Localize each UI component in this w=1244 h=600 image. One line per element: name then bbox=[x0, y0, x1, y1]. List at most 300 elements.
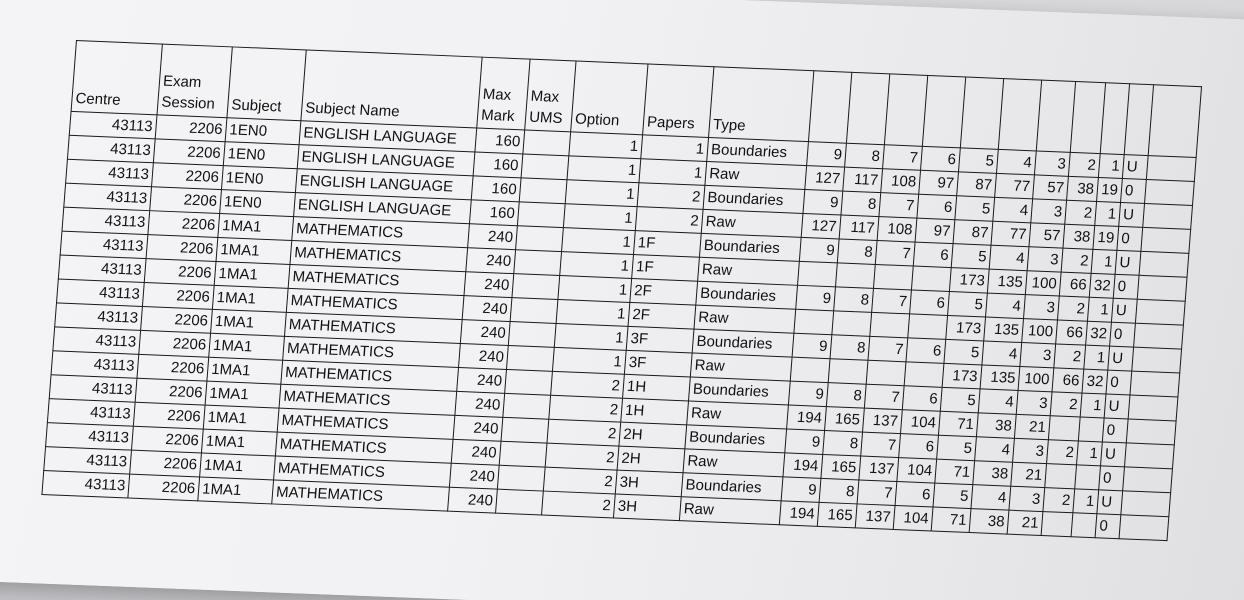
type-cell: Boundaries bbox=[703, 185, 805, 213]
subject-code-cell: 1MA1 bbox=[212, 285, 288, 312]
centre-cell: 43113 bbox=[51, 351, 139, 378]
max-mark-cell: 240 bbox=[462, 296, 512, 322]
grade-cell: 127 bbox=[805, 166, 845, 192]
grade-cell: 4 bbox=[975, 437, 1015, 463]
max-ums-cell bbox=[523, 130, 571, 156]
grade-cell: 71 bbox=[935, 459, 975, 485]
type-cell: Boundaries bbox=[685, 425, 787, 453]
subject-name-cell: MATHEMATICS bbox=[283, 336, 461, 367]
type-cell: Raw bbox=[683, 449, 785, 477]
grade-cell: 6 bbox=[910, 290, 950, 316]
paper-code-cell: 2H bbox=[619, 422, 687, 449]
grade-cell: 4 bbox=[996, 149, 1036, 175]
header-type: Type bbox=[709, 67, 814, 142]
option-cell: 1 bbox=[556, 299, 630, 326]
grade-cell: 100 bbox=[1018, 366, 1054, 391]
grade-cell: 71 bbox=[931, 507, 971, 533]
type-cell: Raw bbox=[690, 353, 792, 381]
centre-cell: 43113 bbox=[44, 447, 132, 474]
grade-cell: 7 bbox=[879, 193, 919, 219]
type-cell: Raw bbox=[698, 257, 800, 285]
grade-cell: 135 bbox=[980, 365, 1020, 391]
grade-cell: 5 bbox=[951, 244, 991, 270]
max-mark-cell: 240 bbox=[459, 344, 509, 370]
option-cell: 2 bbox=[547, 419, 621, 446]
grade-cell: 71 bbox=[938, 411, 978, 437]
grade-cell: 135 bbox=[984, 317, 1024, 343]
option-cell: 2 bbox=[549, 395, 623, 422]
centre-cell: 43113 bbox=[49, 375, 137, 402]
grade-cell bbox=[1078, 417, 1104, 442]
paper-code-cell: 1F bbox=[633, 231, 701, 258]
grade-cell: 38 bbox=[969, 509, 1009, 535]
grade-cell: 104 bbox=[900, 410, 940, 436]
grade-cell: 135 bbox=[987, 269, 1027, 295]
blank-cell bbox=[1145, 180, 1195, 206]
subject-name-cell: MATHEMATICS bbox=[275, 432, 453, 463]
grade-cell: 3 bbox=[1020, 343, 1056, 368]
exam-session-cell: 2206 bbox=[148, 211, 220, 238]
subject-code-cell: 1MA1 bbox=[211, 309, 287, 336]
subject-name-cell: ENGLISH LANGUAGE bbox=[294, 193, 472, 224]
max-mark-cell: 240 bbox=[449, 463, 499, 489]
grade-cell: 9 bbox=[785, 429, 825, 455]
grade-cell bbox=[908, 314, 948, 340]
grade-cell: 3 bbox=[1024, 295, 1060, 320]
grade-cell: 38 bbox=[976, 413, 1016, 439]
paper-code-cell: 1H bbox=[623, 374, 691, 401]
centre-cell: 43113 bbox=[67, 135, 155, 162]
exam-session-cell: 2206 bbox=[153, 139, 225, 166]
subject-name-cell: ENGLISH LANGUAGE bbox=[295, 169, 473, 200]
grade-cell: 0 bbox=[1095, 514, 1121, 539]
subject-name-cell: MATHEMATICS bbox=[277, 408, 455, 439]
blank-cell bbox=[1146, 156, 1196, 182]
grade-cell: 137 bbox=[855, 504, 895, 530]
grade-cell: 7 bbox=[875, 241, 915, 267]
subject-code-cell: 1EN0 bbox=[223, 142, 299, 169]
subject-name-cell: MATHEMATICS bbox=[281, 360, 459, 391]
max-mark-cell: 240 bbox=[468, 224, 518, 250]
blank-cell bbox=[1137, 275, 1187, 301]
subject-name-cell: ENGLISH LANGUAGE bbox=[297, 145, 475, 176]
header-max-mark: Max Mark bbox=[477, 57, 530, 130]
grade-cell: 6 bbox=[899, 434, 939, 460]
subject-code-cell: 1MA1 bbox=[209, 333, 285, 360]
grade-cell: 165 bbox=[817, 502, 857, 528]
max-mark-cell: 240 bbox=[453, 415, 503, 441]
grade-cell: U bbox=[1108, 346, 1134, 371]
blank-cell bbox=[1141, 227, 1191, 253]
grade-cell: 6 bbox=[906, 338, 946, 364]
subject-code-cell: 1MA1 bbox=[214, 261, 290, 288]
subject-name-cell: MATHEMATICS bbox=[292, 217, 470, 248]
max-ums-cell bbox=[514, 250, 562, 276]
grade-cell bbox=[1075, 465, 1101, 490]
paper-code-cell: 2H bbox=[617, 446, 685, 473]
header-grade-col bbox=[922, 75, 965, 147]
grade-cell: 77 bbox=[991, 221, 1031, 247]
blank-cell bbox=[1143, 203, 1193, 229]
option-cell: 1 bbox=[567, 156, 641, 183]
grade-cell: 5 bbox=[940, 387, 980, 413]
paper-code-cell: 2F bbox=[628, 302, 696, 329]
grade-cell bbox=[1045, 464, 1077, 489]
grade-cell: 38 bbox=[1063, 224, 1095, 249]
grade-cell: 137 bbox=[863, 408, 903, 434]
grade-cell: 6 bbox=[921, 146, 961, 172]
type-cell: Raw bbox=[694, 305, 796, 333]
exam-session-cell: 2206 bbox=[146, 235, 218, 262]
grade-cell bbox=[790, 357, 830, 383]
grade-cell: 7 bbox=[864, 384, 904, 410]
grade-cell: 2 bbox=[1065, 200, 1097, 225]
centre-cell: 43113 bbox=[55, 303, 143, 330]
blank-cell bbox=[1128, 395, 1178, 421]
grade-cell bbox=[904, 362, 944, 388]
option-cell: 2 bbox=[543, 467, 617, 494]
grade-cell: 5 bbox=[944, 339, 984, 365]
grade-cell: 3 bbox=[1027, 247, 1063, 272]
grade-cell: 1 bbox=[1073, 489, 1099, 514]
grade-cell: 9 bbox=[792, 333, 832, 359]
grade-cell: 8 bbox=[830, 335, 870, 361]
type-cell: Boundaries bbox=[692, 329, 794, 357]
grade-cell: 1 bbox=[1087, 297, 1113, 322]
max-ums-cell bbox=[505, 369, 553, 395]
centre-cell: 43113 bbox=[47, 399, 135, 426]
grade-cell: 2 bbox=[1068, 152, 1100, 177]
header-papers: Papers bbox=[643, 64, 714, 138]
header-grade-col bbox=[960, 77, 1003, 149]
grade-cell bbox=[832, 311, 872, 337]
header-exam-session: Exam Session bbox=[157, 44, 232, 118]
grade-cell: 2 bbox=[1061, 248, 1093, 273]
grade-cell: 8 bbox=[834, 287, 874, 313]
grade-cell: 9 bbox=[803, 190, 843, 216]
grade-cell: 32 bbox=[1089, 273, 1115, 298]
grade-cell bbox=[835, 263, 875, 289]
grade-cell: 104 bbox=[897, 458, 937, 484]
subject-name-cell: MATHEMATICS bbox=[274, 456, 452, 487]
grade-cell: 6 bbox=[917, 194, 957, 220]
grade-cell bbox=[794, 309, 834, 335]
option-cell: 2 bbox=[551, 371, 625, 398]
grade-cell bbox=[828, 359, 868, 385]
grade-cell: 9 bbox=[781, 477, 821, 503]
papers-cell: 2 bbox=[637, 183, 705, 210]
max-mark-cell: 160 bbox=[469, 200, 519, 226]
grade-cell: 8 bbox=[845, 143, 885, 169]
grade-cell: 66 bbox=[1056, 320, 1088, 345]
grade-cell bbox=[1041, 512, 1073, 537]
grade-cell: 4 bbox=[986, 293, 1026, 319]
max-ums-cell bbox=[512, 274, 560, 300]
grade-cell: 8 bbox=[837, 239, 877, 265]
grade-cell: 8 bbox=[819, 478, 859, 504]
exam-session-cell: 2206 bbox=[142, 283, 214, 310]
grade-cell: U bbox=[1111, 298, 1137, 323]
grade-cell: 117 bbox=[843, 167, 883, 193]
centre-cell: 43113 bbox=[53, 327, 141, 354]
header-centre: Centre bbox=[71, 41, 162, 115]
grade-cell: 9 bbox=[796, 285, 836, 311]
blank-cell bbox=[1123, 467, 1173, 493]
grade-cell: 0 bbox=[1106, 370, 1132, 395]
max-mark-cell: 240 bbox=[455, 391, 505, 417]
grade-boundaries-sheet bbox=[41, 40, 1202, 541]
blank-cell bbox=[1132, 347, 1182, 373]
grade-cell: 1 bbox=[1091, 249, 1117, 274]
grade-cell: 7 bbox=[857, 480, 897, 506]
grade-cell: 66 bbox=[1059, 272, 1091, 297]
grade-cell: U bbox=[1104, 394, 1130, 419]
header-max-ums: Max UMS bbox=[525, 59, 576, 132]
subject-name-cell: ENGLISH LANGUAGE bbox=[299, 121, 477, 152]
subject-code-cell: 1MA1 bbox=[203, 405, 279, 432]
subject-code-cell: 1MA1 bbox=[198, 477, 274, 504]
option-cell: 1 bbox=[563, 204, 637, 231]
max-ums-cell bbox=[501, 417, 549, 443]
grade-cell: 137 bbox=[859, 456, 899, 482]
grade-cell: 1 bbox=[1080, 393, 1106, 418]
subject-code-cell: 1MA1 bbox=[207, 357, 283, 384]
exam-session-cell: 2206 bbox=[135, 378, 207, 405]
grade-cell: U bbox=[1101, 442, 1127, 467]
max-mark-cell: 240 bbox=[451, 439, 501, 465]
paper-code-cell: 1H bbox=[621, 398, 689, 425]
grade-cell: 57 bbox=[1033, 175, 1069, 200]
grade-cell: 19 bbox=[1097, 178, 1123, 203]
paper-code-cell: 3F bbox=[626, 326, 694, 353]
grade-cell: 8 bbox=[841, 191, 881, 217]
grade-cell: 4 bbox=[982, 341, 1022, 367]
option-cell: 1 bbox=[554, 323, 628, 350]
grade-cell: 0 bbox=[1113, 274, 1139, 299]
grade-cell: 100 bbox=[1025, 271, 1061, 296]
grade-cell bbox=[866, 360, 906, 386]
centre-cell: 43113 bbox=[42, 471, 130, 498]
centre-cell: 43113 bbox=[62, 207, 150, 234]
grade-cell: 8 bbox=[826, 383, 866, 409]
paper-code-cell: 2F bbox=[630, 278, 698, 305]
blank-cell bbox=[1134, 323, 1184, 349]
grade-boundaries-table bbox=[41, 40, 1202, 541]
grade-cell: 165 bbox=[825, 407, 865, 433]
max-mark-cell: 240 bbox=[448, 487, 498, 513]
type-cell: Boundaries bbox=[699, 233, 801, 261]
max-mark-cell: 160 bbox=[473, 152, 523, 178]
grade-cell: 6 bbox=[895, 482, 935, 508]
blank-cell bbox=[1119, 515, 1169, 541]
grade-cell: 97 bbox=[915, 218, 955, 244]
subject-name-cell: MATHEMATICS bbox=[272, 480, 450, 511]
type-cell: Boundaries bbox=[689, 377, 791, 405]
max-ums-cell bbox=[503, 393, 551, 419]
papers-cell: 1 bbox=[639, 159, 707, 186]
exam-session-cell: 2206 bbox=[150, 187, 222, 214]
max-ums-cell bbox=[516, 226, 564, 252]
grade-cell bbox=[911, 266, 951, 292]
max-ums-cell bbox=[519, 178, 567, 204]
grade-cell bbox=[1071, 513, 1097, 538]
subject-code-cell: 1MA1 bbox=[205, 381, 281, 408]
papers-cell: 2 bbox=[635, 207, 703, 234]
grade-cell: 0 bbox=[1099, 466, 1125, 491]
grade-cell: U bbox=[1115, 250, 1141, 275]
subject-code-cell: 1MA1 bbox=[218, 214, 294, 241]
paper-code-cell: 3F bbox=[624, 350, 692, 377]
max-mark-cell: 240 bbox=[464, 272, 514, 298]
grade-cell: 3 bbox=[1031, 199, 1067, 224]
exam-session-cell: 2206 bbox=[152, 163, 224, 190]
header-grade-col bbox=[884, 74, 927, 146]
subject-name-cell: MATHEMATICS bbox=[288, 264, 466, 295]
max-ums-cell bbox=[506, 345, 554, 371]
type-cell: Raw bbox=[679, 497, 781, 525]
grade-cell: 5 bbox=[955, 196, 995, 222]
grade-cell: 1 bbox=[1098, 154, 1124, 179]
grade-cell: 32 bbox=[1082, 369, 1108, 394]
grade-cell: 32 bbox=[1086, 321, 1112, 346]
grade-cell: 6 bbox=[902, 386, 942, 412]
grade-cell: 87 bbox=[953, 220, 993, 246]
subject-name-cell: MATHEMATICS bbox=[286, 288, 464, 319]
max-ums-cell bbox=[499, 441, 547, 467]
grade-cell: 9 bbox=[799, 237, 839, 263]
header-grade-col bbox=[1036, 80, 1075, 152]
centre-cell: 43113 bbox=[69, 111, 157, 138]
blank-cell bbox=[1135, 299, 1185, 325]
grade-cell: 7 bbox=[861, 432, 901, 458]
grade-cell: 21 bbox=[1014, 414, 1050, 439]
grade-cell: 5 bbox=[933, 483, 973, 509]
grade-cell bbox=[1048, 416, 1080, 441]
subject-code-cell: 1EN0 bbox=[220, 190, 296, 217]
subject-code-cell: 1EN0 bbox=[225, 118, 301, 145]
max-mark-cell: 240 bbox=[460, 320, 510, 346]
subject-name-cell: MATHEMATICS bbox=[290, 241, 468, 272]
grade-cell: 100 bbox=[1022, 319, 1058, 344]
grade-cell: 173 bbox=[946, 315, 986, 341]
grade-cell: 2 bbox=[1043, 488, 1075, 513]
header-option: Option bbox=[571, 61, 648, 135]
header-grade-col bbox=[846, 72, 889, 144]
grade-cell: 5 bbox=[937, 435, 977, 461]
header-subject: Subject bbox=[227, 47, 306, 121]
subject-name-cell: MATHEMATICS bbox=[279, 384, 457, 415]
grade-cell: U bbox=[1097, 490, 1123, 515]
type-cell: Raw bbox=[705, 161, 807, 189]
type-cell: Raw bbox=[687, 401, 789, 429]
option-cell: 2 bbox=[542, 491, 616, 518]
grade-cell: U bbox=[1122, 155, 1148, 180]
grade-cell: 6 bbox=[913, 242, 953, 268]
blank-cell bbox=[1126, 419, 1176, 445]
exam-session-cell: 2206 bbox=[133, 402, 205, 429]
header-grade-col bbox=[808, 71, 851, 143]
max-ums-cell bbox=[521, 154, 569, 180]
option-cell: 1 bbox=[560, 252, 634, 279]
grade-cell: 5 bbox=[959, 148, 999, 174]
grade-cell: 1 bbox=[1095, 201, 1121, 226]
grade-cell: 0 bbox=[1121, 179, 1147, 204]
paper-code-cell: 3H bbox=[615, 470, 683, 497]
subject-code-cell: 1EN0 bbox=[221, 166, 297, 193]
grade-cell: 3 bbox=[1016, 390, 1052, 415]
grade-cell: 7 bbox=[868, 336, 908, 362]
grade-cell: 2 bbox=[1050, 392, 1082, 417]
grade-cell: 3 bbox=[1034, 151, 1070, 176]
grade-cell: 9 bbox=[807, 142, 847, 168]
centre-cell: 43113 bbox=[60, 231, 148, 258]
exam-session-cell: 2206 bbox=[141, 306, 213, 333]
centre-cell: 43113 bbox=[57, 279, 145, 306]
grade-cell bbox=[873, 264, 913, 290]
grade-cell: 173 bbox=[942, 363, 982, 389]
exam-session-cell: 2206 bbox=[131, 426, 203, 453]
grade-cell bbox=[870, 312, 910, 338]
centre-cell: 43113 bbox=[58, 255, 146, 282]
max-mark-cell: 160 bbox=[475, 128, 525, 154]
max-mark-cell: 240 bbox=[466, 248, 516, 274]
grade-cell: 194 bbox=[787, 405, 827, 431]
max-mark-cell: 160 bbox=[471, 176, 521, 202]
grade-cell: 4 bbox=[993, 197, 1033, 223]
header-subject-name: Subject Name bbox=[301, 50, 482, 128]
subject-name-cell: MATHEMATICS bbox=[284, 312, 462, 343]
subject-code-cell: 1MA1 bbox=[200, 453, 276, 480]
grade-cell: 5 bbox=[948, 292, 988, 318]
paper-code-cell: 1F bbox=[632, 255, 700, 282]
blank-cell bbox=[1121, 491, 1171, 517]
grade-cell: 21 bbox=[1007, 510, 1043, 535]
option-cell: 1 bbox=[562, 228, 636, 255]
papers-cell: 1 bbox=[641, 135, 709, 162]
grade-cell: 104 bbox=[893, 505, 933, 531]
grade-cell: 8 bbox=[823, 431, 863, 457]
grade-cell: 57 bbox=[1029, 223, 1065, 248]
option-cell: 1 bbox=[565, 180, 639, 207]
grade-cell: 194 bbox=[779, 501, 819, 527]
blank-cell bbox=[1130, 371, 1180, 397]
grade-cell: 7 bbox=[872, 288, 912, 314]
grade-cell: 194 bbox=[783, 453, 823, 479]
grade-cell: U bbox=[1119, 202, 1145, 227]
grade-cell: 0 bbox=[1117, 226, 1143, 251]
option-cell: 2 bbox=[545, 443, 619, 470]
exam-session-cell: 2206 bbox=[144, 259, 216, 286]
grade-cell: 3 bbox=[1013, 438, 1049, 463]
max-ums-cell bbox=[517, 202, 565, 228]
grade-cell: 21 bbox=[1011, 462, 1047, 487]
grade-cell: 108 bbox=[877, 217, 917, 243]
max-mark-cell: 240 bbox=[457, 367, 507, 393]
option-cell: 1 bbox=[569, 132, 643, 159]
grade-cell: 4 bbox=[971, 485, 1011, 511]
max-ums-cell bbox=[497, 465, 545, 491]
exam-session-cell: 2206 bbox=[155, 115, 227, 142]
type-cell: Boundaries bbox=[696, 281, 798, 309]
max-ums-cell bbox=[510, 298, 558, 324]
grade-cell: 173 bbox=[949, 268, 989, 294]
subject-code-cell: 1MA1 bbox=[201, 429, 277, 456]
grade-cell: 97 bbox=[919, 170, 959, 196]
grade-cell: 9 bbox=[788, 381, 828, 407]
max-ums-cell bbox=[496, 489, 544, 515]
grade-cell: 165 bbox=[821, 454, 861, 480]
exam-session-cell: 2206 bbox=[128, 474, 200, 501]
